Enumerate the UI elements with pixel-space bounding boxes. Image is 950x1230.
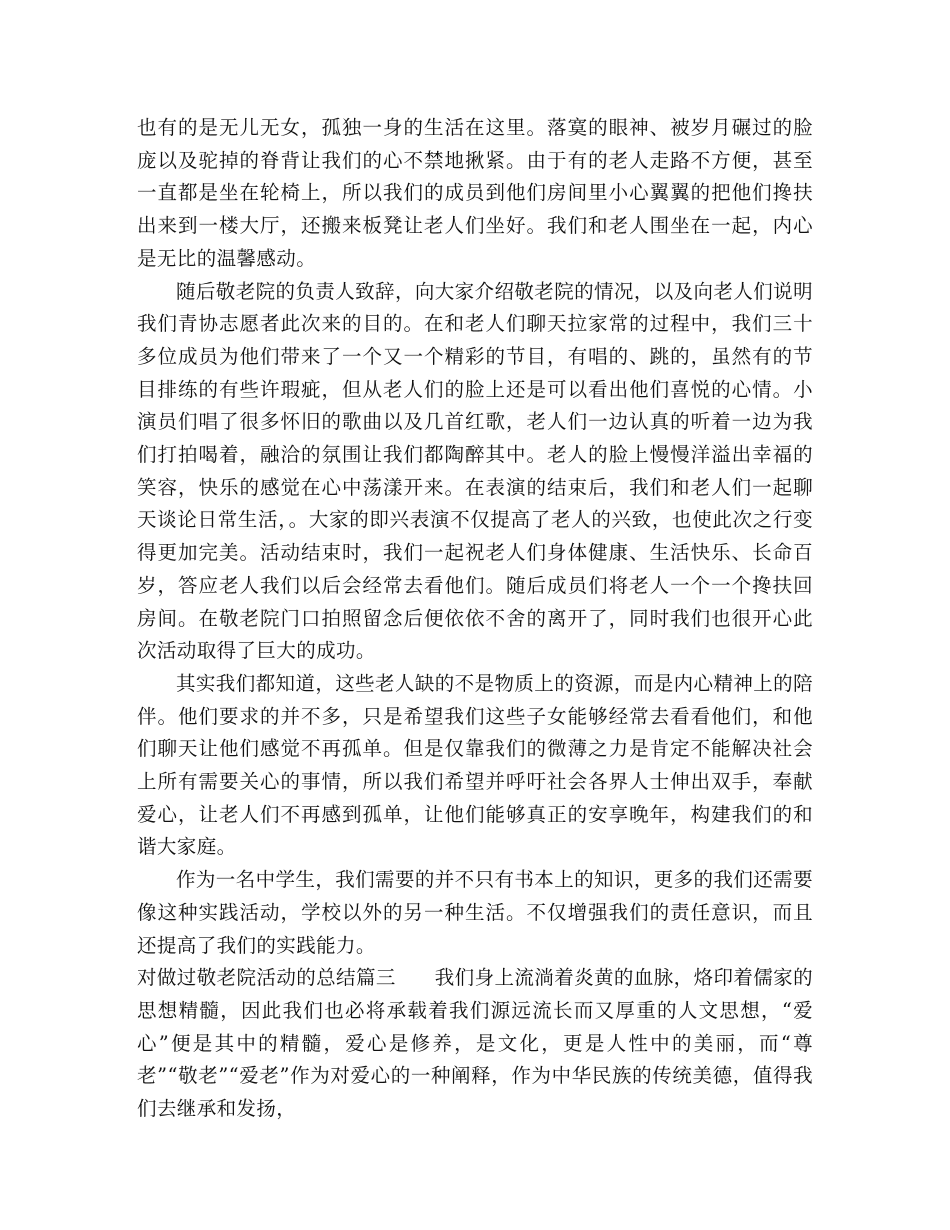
paragraph-1: 也有的是无儿无女，孤独一身的生活在这里。落寞的眼神、被岁月碾过的脸庞以及驼掉的脊背让我们的心不禁地揪紧。由于有的老人走路不方便，甚至一直都是坐在轮椅上，所以我们的成员到他们房间里小心翼翼的把他们搀扶出来到一楼大厅，还搬来板凳让老人们坐好。我们和老人围坐在一起，内心是无比的温馨感动。 xyxy=(137,116,813,270)
paragraph-3: 其实我们都知道，这些老人缺的不是物质上的资源，而是内心精神上的陪伴。他们要求的并不多，只是希望我们这些子女能够经常去看看他们，和他们聊天让他们感觉不再孤单。但是仅靠我们的微薄之力是肯定不能解决社会上所有需要关心的事情，所以我们希望并呼吁社会各界人士伸出双手，奉献爱心，让老人们不再感到孤单，让他们能够真正的安享晚年，构建我们的和谐大家庭。 xyxy=(137,671,813,859)
section-heading: 对做过敬老院活动的总结篇三 xyxy=(137,966,396,990)
paragraph-2: 随后敬老院的负责人致辞，向大家介绍敬老院的情况，以及向老人们说明我们青协志愿者此次来的目的。在和老人们聊天拉家常的过程中，我们三十多位成员为他们带来了一个又一个精彩的节目，有唱的、跳的，虽然有的节目排练的有些许瑕疵，但从老人们的脸上还是可以看出他们喜悦的心情。小演员们唱了很多怀旧的歌曲以及几首红歌，老人们一边认真的听着一边为我们打拍喝着，融洽的氛围让我们都陶醉其中。老人的脸上慢慢洋溢出幸福的笑容，快乐的感觉在心中荡漾开来。在表演的结束后，我们和老人们一起聊天谈论日常生活，。大家的即兴表演不仅提高了老人的兴致，也使此次之行变得更加完美。活动结束时，我们一起祝老人们身体健康、生活快乐、长命百岁，答应老人我们以后会经常去看他们。随后成员们将老人一个一个搀扶回房间。在敬老院门口拍照留念后便依依不舍的离开了，同时我们也很开心此次活动取得了巨大的成功。 xyxy=(137,279,813,663)
document-body xyxy=(137,112,813,1126)
section-paragraph xyxy=(137,962,813,1126)
section-text: 我们身上流淌着炎黄的血脉，烙印着儒家的思想精髓，因此我们也必将承载着我们源远流长而又厚重的人文思想，“爱心”便是其中的精髓，爱心是修养，是文化，更是人性中的美丽，而“尊老”“敬老”“爱老”作为对爱心的一种阐释，作为中华民族的传统美德，值得我们去继承和发扬， xyxy=(137,966,813,1121)
paragraph-4: 作为一名中学生，我们需要的并不只有书本上的知识，更多的我们还需要像这种实践活动，学校以外的另一种生活。不仅增强我们的责任意识，而且还提高了我们的实践能力。 xyxy=(137,868,813,957)
